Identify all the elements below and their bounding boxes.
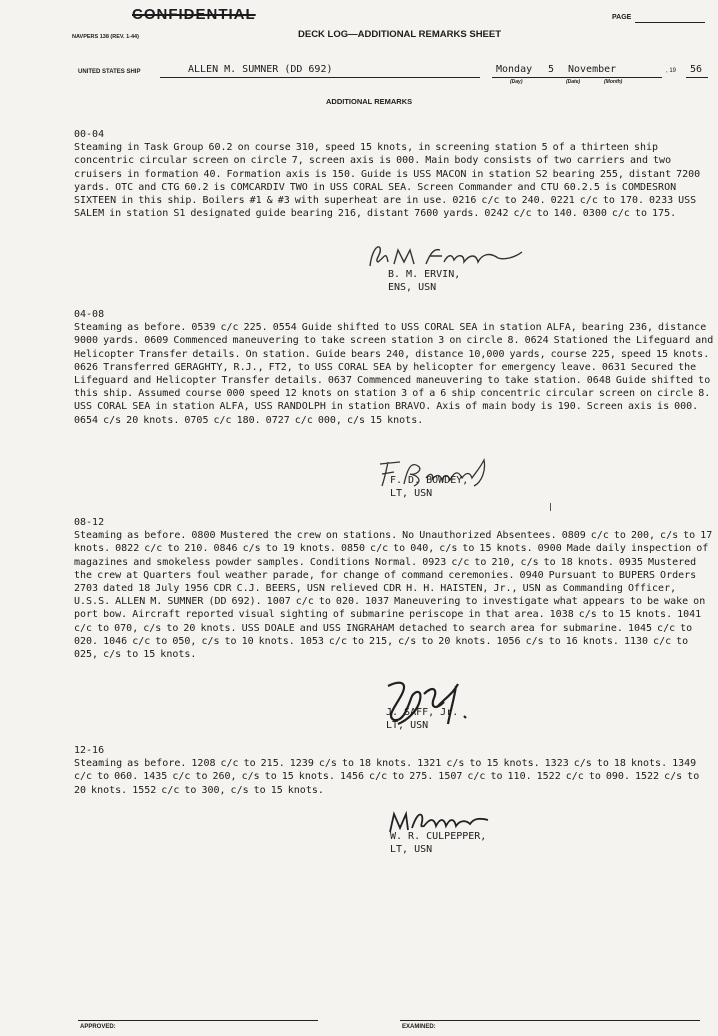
classification-stamp: CONFIDENTIAL [132, 6, 256, 23]
signer-rank: LT, USN [390, 844, 433, 855]
examined-label: EXAMINED: [402, 1024, 436, 1030]
watch-text: Steaming as before. 0800 Mustered the crew on stations. No Unauthorized Absentees. 0809 c/c to 200, c/s to 17 knots. 0822 c/c to 210. 0846 c/s to 19 knots. 0850 c/c to 040, c/s to 15 knots. 0900 Made daily inspection of magazines and smokeless powder samples. Conditions Normal. 0923 c/c to 210, c/s to 18 knots. 0935 Mustered the crew at Quarters foul weather parade, for change of command ceremonies. 0940 Pursuant to BUPERS Orders 2703 dated 18 July 1956 CDR C.J. BEERS, USN relieved CDR H. H. HAISTEN, Jr., USN as Commanding Officer, U.S.S. ALLEN M. SUMNER (DD 692). 1007 c/c to 020. 1037 Maneuvering to investigate what appears to be wake on port bow. Aircraft reported visual sighting of submarine periscope in that area. 1038 c/s to 15 knots. 1041 c/c to 070, c/s to 20 knots. USS DOALE and USS INGRAHAM detached to search area for submarine. 1045 c/c to 020. 1046 c/c to 050, c/s to 10 knots. 1053 c/c to 215, c/s to 20 knots. 1056 c/s to 16 knots. 1130 c/c to 025, c/s to 15 knots. [74, 530, 718, 661]
ship-name: ALLEN M. SUMNER (DD 692) [188, 64, 333, 75]
stray-mark [550, 503, 551, 511]
signature-block [390, 474, 468, 500]
watch-entry [74, 128, 714, 220]
watch-entry [74, 744, 714, 797]
date-underline [492, 77, 662, 78]
section-heading: ADDITIONAL REMARKS [326, 97, 413, 106]
day-caption: (Day) [510, 79, 523, 85]
ship-label: UNITED STATES SHIP [78, 69, 141, 75]
page-label: PAGE [612, 14, 632, 21]
signer-rank: ENS, USN [388, 282, 437, 293]
month-caption: (Month) [604, 79, 623, 85]
log-year: 56 [690, 64, 703, 75]
watch-entry [74, 516, 718, 661]
log-day: Monday [496, 64, 533, 75]
examined-line [400, 1020, 700, 1021]
year-underline [686, 77, 708, 78]
watch-period: 00-04 [74, 129, 105, 140]
form-title: DECK LOG—ADDITIONAL REMARKS SHEET [298, 29, 502, 40]
watch-text: Steaming as before. 0539 c/c 225. 0554 Guide shifted to USS CORAL SEA in station ALFA, bearing 236, distance 9000 yards. 0609 Commenced maneuvering to take screen station 3 on circle 8. 0624 Stationed the Lifeguard and Helicopter Transfer details. On station. Guide bears 240, distance 10,000 yards, course 225, speed 15 knots. 0626 Transferred GERAGHTY, R.J., FT2, to USS CORAL SEA by helicopter for emergency leave. 0631 Secured the Lifeguard and Helicopter Transfer details. 0637 Commenced maneuvering to take station. 0648 Guide shifted to this ship. Assumed course 000 speed 12 knots on station 3 of a 6 ship concentric circular screen on circle 8. USS CORAL SEA in station ALFA, USS RANDOLPH in station BRAVO. Axis of main body is 190. Screen axis is 000. 0654 c/s 20 knots. 0705 c/c 180. 0727 c/c 000, c/s 15 knots. [74, 322, 718, 426]
signer-name: J. SAFF, Jr. [386, 707, 459, 718]
signer-rank: LT, USN [390, 488, 433, 499]
year-prefix: , 19 [666, 68, 677, 74]
log-date: 5 [548, 64, 555, 75]
watch-period: 12-16 [74, 745, 105, 756]
approved-line [78, 1020, 318, 1021]
signature-block [388, 268, 460, 294]
signature-block [386, 706, 458, 732]
signer-rank: LT, USN [386, 720, 429, 731]
signer-name: F. D. BOWDEY, [390, 475, 469, 486]
watch-text: Steaming in Task Group 60.2 on course 310, speed 15 knots, in screening station 5 of a thirteen ship concentric circular screen on circle 7, screen axis is 000. Main body consists of two carriers and two cruisers in formation 40. Formation axis is 150. Guide is USS MACON in station S2 bearing 255, distant 7200 yards. OTC and CTG 60.2 is COMCARDIV TWO in USS CORAL SEA. Screen Commander and CTU 60.2.5 is COMDESRON SIXTEEN in this ship. Boilers #1 & #3 with superheat are in use. 0216 c/c to 240. 0221 c/c to 170. 0233 USS SALEM in station S1 designated guide bearing 216, distant 7600 yards. 0242 c/c to 140. 0300 c/c to 175. [74, 142, 706, 220]
signer-name: B. M. ERVIN, [388, 269, 461, 280]
watch-text: Steaming as before. 1208 c/c to 215. 1239 c/s to 18 knots. 1321 c/s to 15 knots. 1323 c/s to 18 knots. 1349 c/c to 060. 1435 c/c to 260, c/s to 15 knots. 1456 c/c to 275. 1507 c/c to 110. 1522 c/c to 090. 1522 c/s to 20 knots. 1552 c/c to 300, c/s to 15 knots. [74, 758, 705, 796]
signer-name: W. R. CULPEPPER, [390, 831, 487, 842]
form-id: NAVPERS 138 (REV. 1-44) [72, 34, 139, 40]
watch-entry [74, 308, 718, 427]
watch-period: 04-08 [74, 309, 105, 320]
watch-period: 08-12 [74, 517, 105, 528]
signature-block [390, 830, 486, 856]
log-month: November [568, 64, 617, 75]
approved-label: APPROVED: [80, 1024, 116, 1030]
date-caption: (Date) [566, 79, 581, 85]
ship-underline [160, 77, 480, 78]
page-number-field [635, 22, 705, 23]
